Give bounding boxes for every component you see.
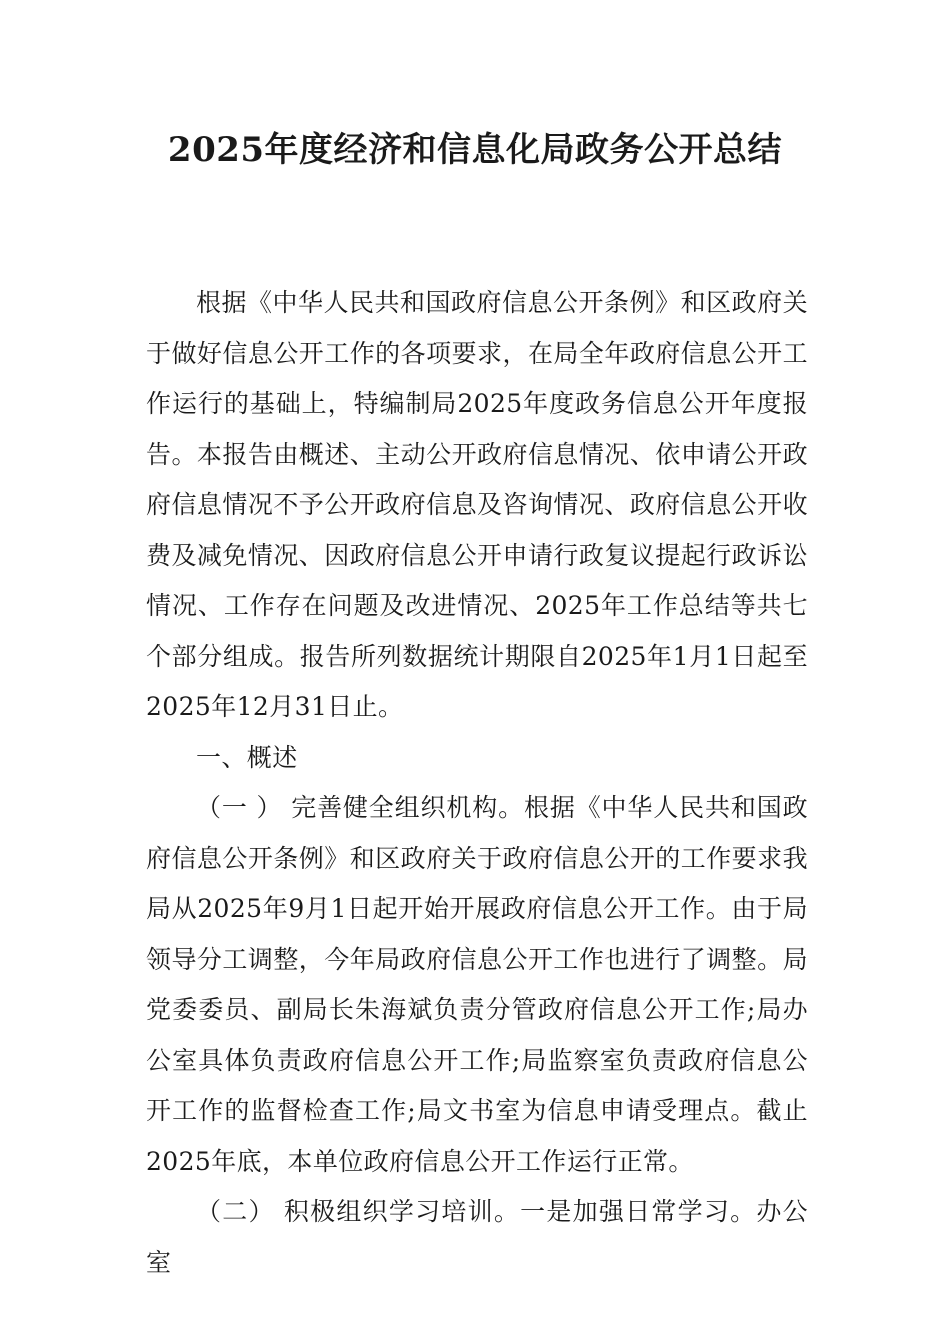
intro-paragraph: 根据《中华人民共和国政府信息公开条例》和区政府关于做好信息公开工作的各项要求，在局全年政府信息公开工作运行的基础上，特编制局2025年度政务信息公开年度报告。本报告由概述、主动公开政府信息情况、依申请公开政府信息情况不予公开政府信息及咨询情况、政府信息公开收费及减免情况、因政府信息公开申请行政复议提起行政诉讼情况、工作存在问题及改进情况、2025年工作总结等共七个部分组成。报告所列数据统计期限自2025年1月1日起至2025年12月31日止。 <box>146 288 808 721</box>
document-title: 2025年度经济和信息化局政务公开总结 <box>167 130 783 170</box>
section-paragraph-organization: （一 ） 完善健全组织机构。根据《中华人民共和国政府信息公开条例》和区政府关于政府信息公开的工作要求我局从2025年9月1日起开始开展政府信息公开工作。由于局领导分工调整，今年局政府信息公开工作也进行了调整。局党委委员、副局长朱海斌负责分管政府信息公开工作;局办公室具体负责政府信息公开工作;局监察室负责政府信息公开工作的监督检查工作;局文书室为信息申请受理点。截止2025年底，本单位政府信息公开工作运行正常。 <box>146 793 808 1176</box>
section-paragraph-training: （二） 积极组织学习培训。一是加强日常学习。办公室 <box>146 1197 808 1277</box>
section-heading-overview: 一、概述 <box>196 742 298 772</box>
document-body <box>146 278 808 1288</box>
